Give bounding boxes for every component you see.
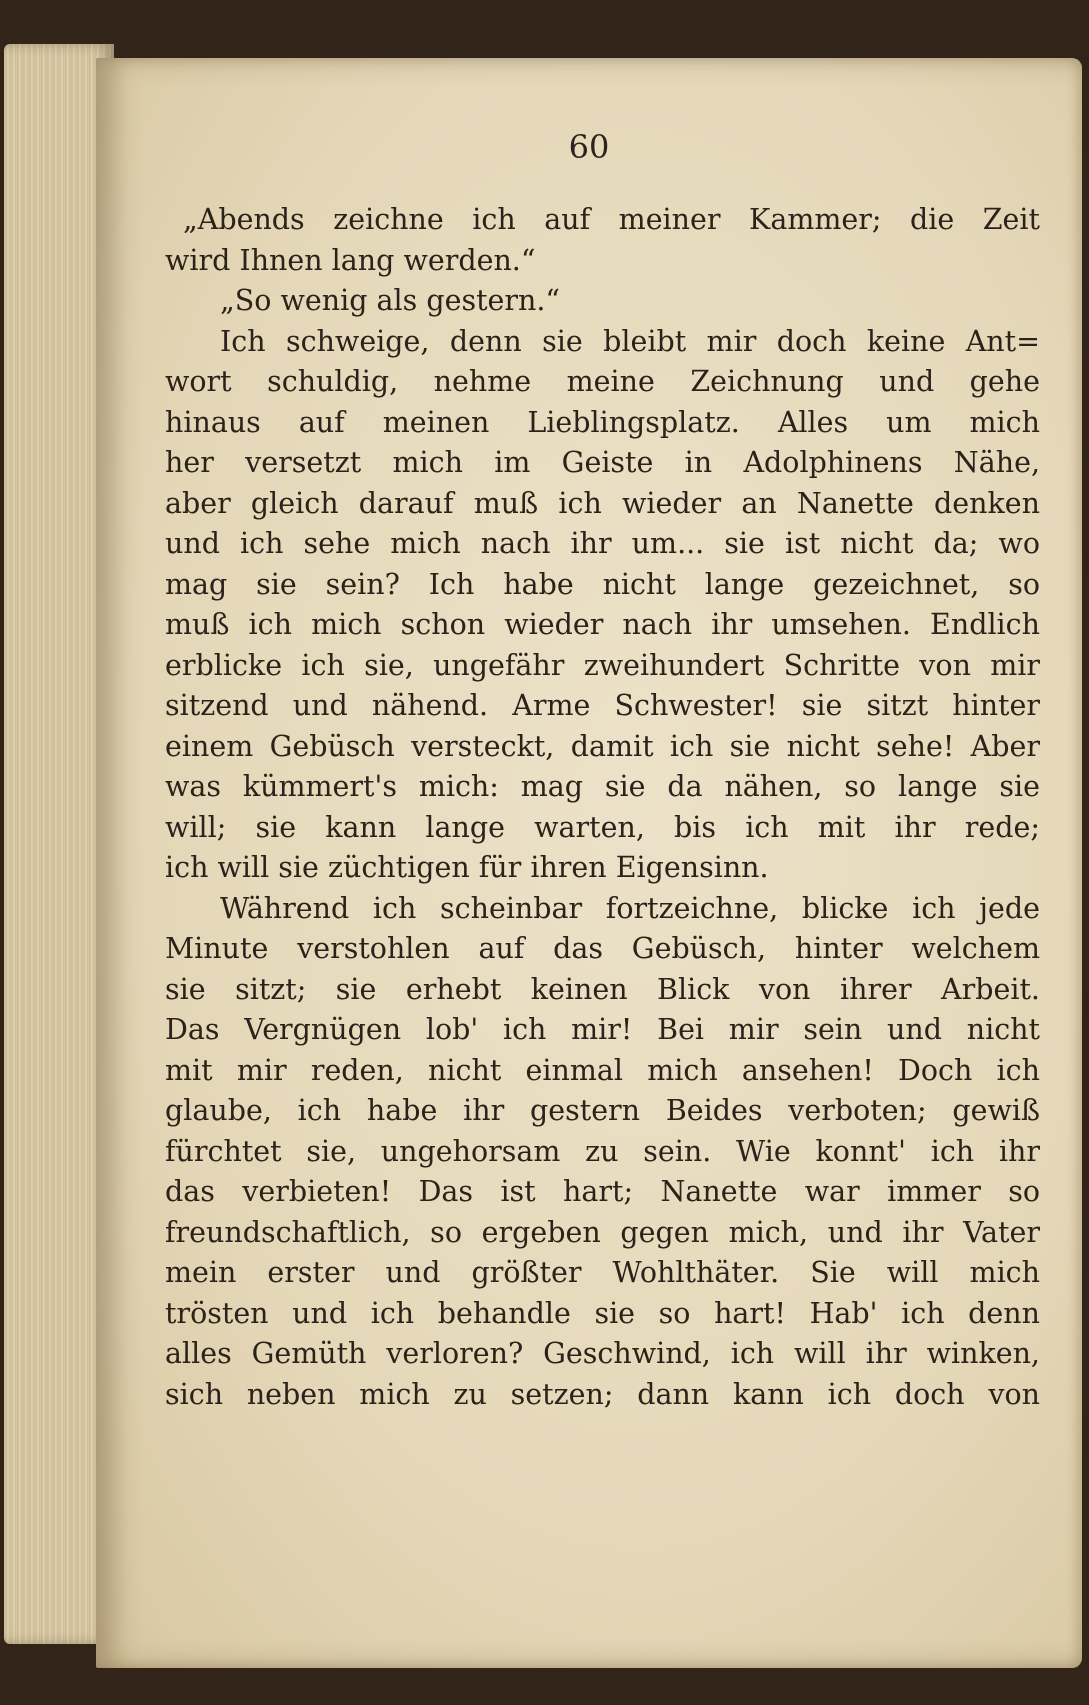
text-line: Das Vergnügen lob' ich mir! Bei mir sein und nicht: [165, 1013, 1040, 1046]
text-line: sitzend und nähend. Arme Schwester! sie sitzt hinter: [165, 689, 1040, 722]
text-line: her versetzt mich im Geiste in Adolphinens Nähe,: [165, 446, 1040, 479]
text-line: Während ich scheinbar fortzeichne, blicke ich jede: [220, 891, 1040, 925]
text-line: glaube, ich habe ihr gestern Beides verboten; gewiß: [165, 1094, 1040, 1127]
text-line: Minute verstohlen auf das Gebüsch, hinter welchem: [165, 932, 1040, 965]
text-line: was kümmert's mich: mag sie da nähen, so lange sie: [165, 770, 1040, 803]
text-line: wort schuldig, nehme meine Zeichnung und gehe: [165, 365, 1040, 398]
text-line: „So wenig als gestern.“: [220, 284, 560, 317]
page-text: [165, 200, 1040, 1415]
text-line: muß ich mich schon wieder nach ihr umsehen. Endlich: [165, 608, 1040, 641]
text-line: trösten und ich behandle sie so hart! Hab' ich denn: [165, 1296, 1040, 1330]
text-line: mein erster und größter Wohlthäter. Sie will mich: [165, 1256, 1040, 1289]
text-line: sich neben mich zu setzen; dann kann ich doch von: [165, 1377, 1040, 1411]
text-line: fürchtet sie, ungehorsam zu sein. Wie konnt' ich ihr: [165, 1134, 1040, 1168]
text-line: alles Gemüth verloren? Geschwind, ich will ihr winken,: [165, 1337, 1040, 1370]
text-line: und ich sehe mich nach ihr um... sie ist nicht da; wo: [165, 527, 1040, 560]
text-line: freundschaftlich, so ergeben gegen mich, und ihr Vater: [165, 1215, 1040, 1249]
text-line: das verbieten! Das ist hart; Nanette war immer so: [165, 1175, 1040, 1208]
text-line: ich will sie züchtigen für ihren Eigensinn.: [165, 851, 769, 884]
text-line: mit mir reden, nicht einmal mich ansehen! Doch ich: [165, 1053, 1040, 1087]
text-line: will; sie kann lange warten, bis ich mit ihr rede;: [165, 810, 1040, 844]
text-line: „Abends zeichne ich auf meiner Kammer; die Zeit: [183, 203, 1040, 236]
text-line: Ich schweige, denn sie bleibt mir doch keine Ant=: [220, 324, 1040, 358]
page-number: 60: [568, 128, 610, 166]
text-line: aber gleich darauf muß ich wieder an Nanette denken: [165, 486, 1040, 520]
text-line: hinaus auf meinen Lieblingsplatz. Alles um mich: [165, 405, 1040, 439]
text-line: sie sitzt; sie erhebt keinen Blick von ihrer Arbeit.: [165, 972, 1040, 1006]
text-line: erblicke ich sie, ungefähr zweihundert Schritte von mir: [165, 648, 1040, 682]
text-line: mag sie sein? Ich habe nicht lange gezeichnet, so: [165, 567, 1040, 601]
text-line: wird Ihnen lang werden.“: [165, 243, 536, 277]
text-line: einem Gebüsch versteckt, damit ich sie nicht sehe! Aber: [165, 729, 1040, 763]
